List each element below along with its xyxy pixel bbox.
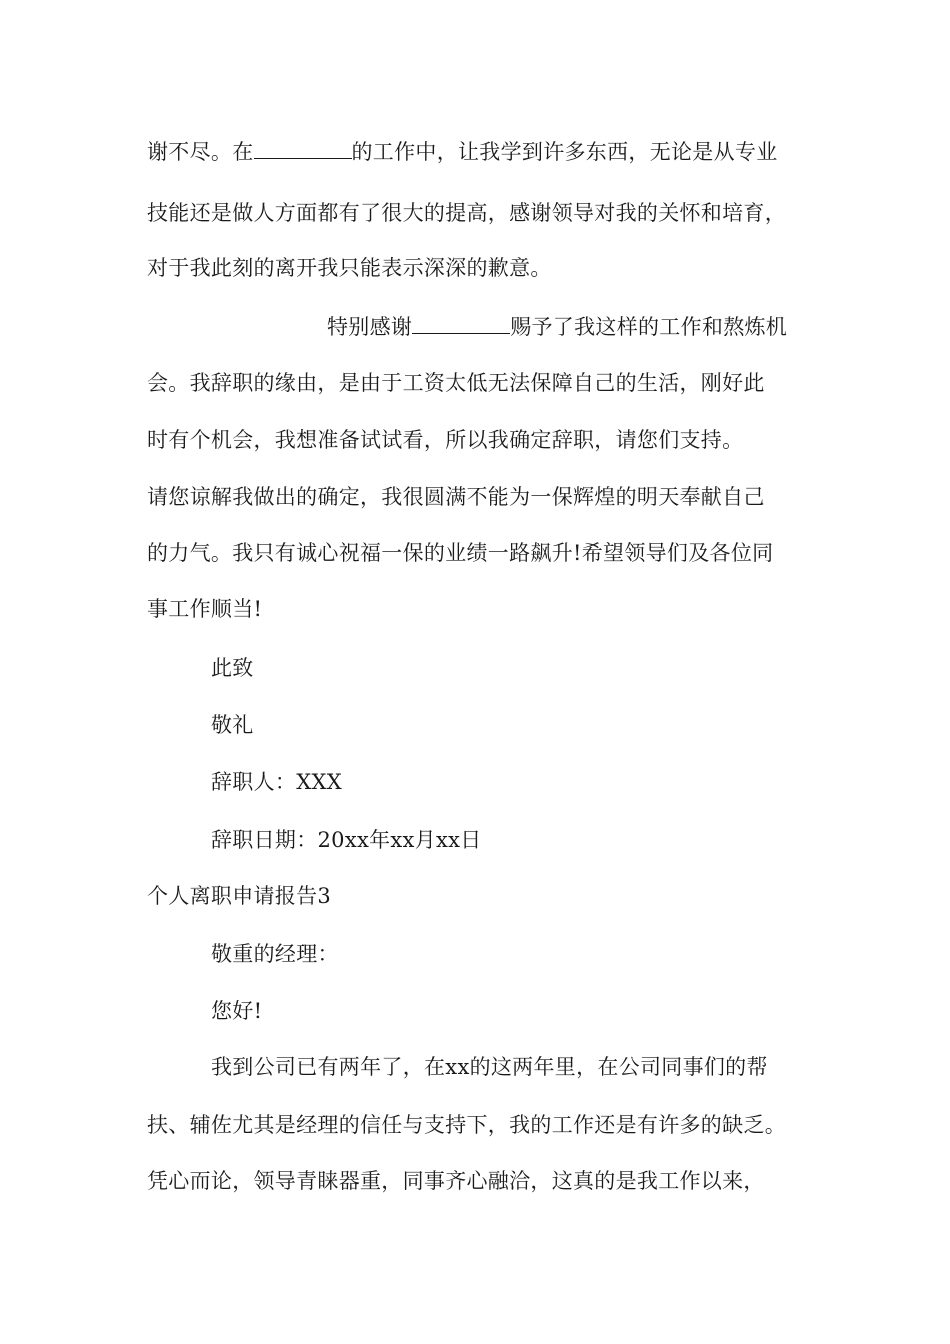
- blank-underline: [412, 313, 510, 334]
- paragraph1-line3: 对于我此刻的离开我只能表示深深的歉意。: [147, 256, 552, 280]
- paragraph2-line6: 事工作顺当!: [147, 597, 263, 621]
- paragraph2-line5: 的力气。我只有诚心祝福一保的业绩一路飙升!希望领导们及各位同: [147, 541, 774, 565]
- text-segment: 的工作中，让我学到许多东西，无论是从专业: [351, 140, 778, 164]
- paragraph2-line2: 会。我辞职的缘由，是由于工资太低无法保障自己的生活，刚好此: [147, 371, 765, 395]
- closing-salutation1: 此致: [211, 656, 254, 680]
- letter3-line3: 凭心而论，领导青睐器重，同事齐心融洽，这真的是我工作以来，: [147, 1169, 765, 1193]
- closing-salutation2: 敬礼: [211, 713, 254, 737]
- letter3-greeting: 敬重的经理：: [211, 942, 339, 966]
- paragraph1-line1: [147, 138, 778, 166]
- paragraph2-line4: 请您谅解我做出的确定，我很圆满不能为一保辉煌的明天奉献自己: [147, 485, 765, 509]
- paragraph1-line2: 技能还是做人方面都有了很大的提高，感谢领导对我的关怀和培育，: [147, 201, 786, 225]
- closing-signer: 辞职人：XXX: [211, 770, 342, 794]
- letter3-line2: 扶、辅佐尤其是经理的信任与支持下，我的工作还是有许多的缺乏。: [147, 1113, 786, 1137]
- section-title: 个人离职申请报告3: [147, 884, 332, 908]
- text-segment: 谢不尽。在: [147, 140, 254, 164]
- paragraph2-line1: [327, 313, 787, 341]
- text-segment: 特别感谢: [327, 315, 413, 339]
- blank-underline: [254, 138, 352, 159]
- paragraph2-line3: 时有个机会，我想准备试试看，所以我确定辞职，请您们支持。: [147, 428, 744, 452]
- letter3-line1: 我到公司已有两年了，在xx的这两年里，在公司同事们的帮: [211, 1055, 768, 1079]
- letter3-hello: 您好!: [211, 999, 263, 1023]
- closing-date: 辞职日期：20xx年xx月xx日: [211, 828, 482, 852]
- text-segment: 赐予了我这样的工作和熬炼机: [510, 315, 788, 339]
